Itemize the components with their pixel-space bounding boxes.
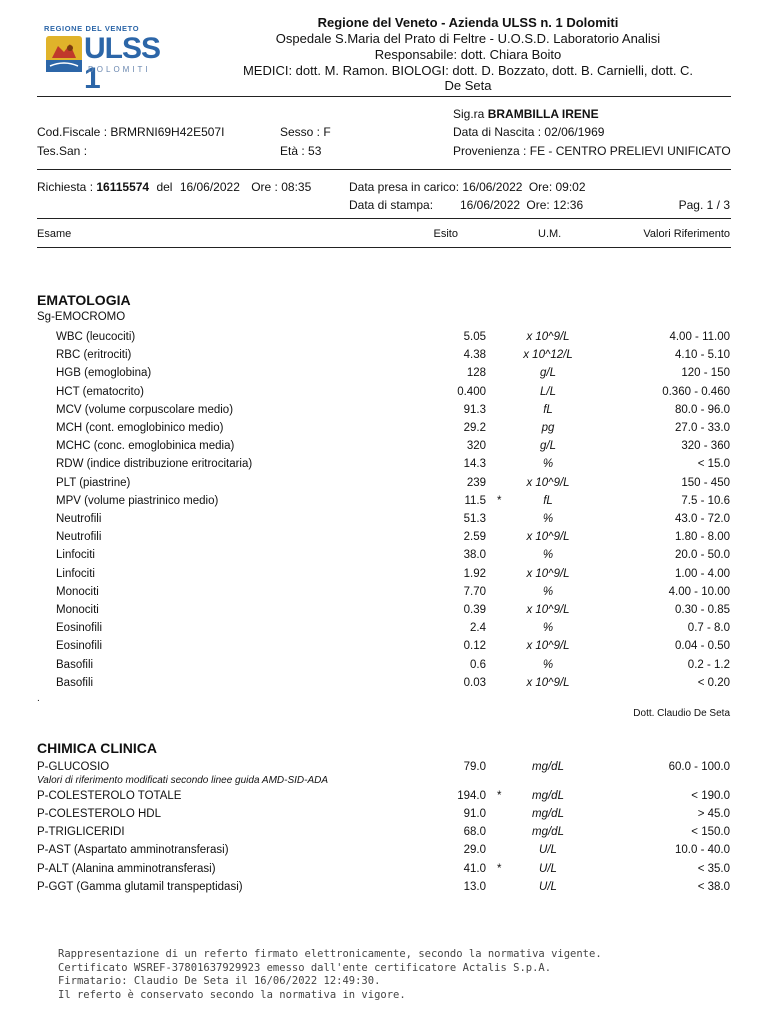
table-row [0, 495, 768, 513]
footer-line-4: Il referto è conservato secondo la normativa in vigore. [58, 988, 406, 1001]
del-label: del [156, 180, 173, 194]
table-row [0, 386, 768, 404]
header-responsabile: Responsabile: dott. Chiara Boito [374, 47, 562, 62]
exam-reference: 0.2 - 1.2 [687, 658, 730, 671]
sesso [280, 125, 331, 139]
table-row [0, 659, 768, 677]
stampa-ore-label: Ore: [526, 198, 550, 212]
exam-reference: 1.80 - 8.00 [675, 531, 730, 544]
exam-result: 0.400 [457, 385, 486, 398]
exam-unit: pg [541, 422, 555, 434]
section-ematologia: EMATOLOGIA [37, 292, 131, 308]
table-row [0, 863, 768, 881]
exam-reference: 120 - 150 [681, 367, 730, 380]
ulss-logo [44, 24, 161, 95]
exam-unit: x 10^9/L [526, 331, 570, 343]
table-row [0, 549, 768, 567]
page-number: Pag. 1 / 3 [678, 198, 730, 212]
exam-name: Basofili [56, 658, 94, 671]
col-esame: Esame [37, 228, 72, 240]
exam-name: Neutrofili [56, 531, 102, 544]
patient-divider [37, 169, 731, 170]
section-chimica-clinica: CHIMICA CLINICA [37, 740, 158, 756]
table-row [0, 586, 768, 604]
columns-divider [37, 247, 731, 248]
exam-result: 79.0 [463, 761, 486, 773]
exam-reference: 0.360 - 0.460 [662, 385, 730, 398]
exam-unit: x 10^9/L [526, 567, 570, 580]
exam-result: 7.70 [463, 585, 486, 598]
exam-name: P-AST (Aspartato amminotransferasi) [37, 844, 229, 856]
exam-name: MPV (volume piastrinico medio) [56, 494, 219, 507]
exam-name: Monociti [56, 585, 99, 598]
exam-name: Eosinofili [56, 640, 103, 653]
exam-reference: 0.30 - 0.85 [675, 604, 730, 616]
exam-result: 4.38 [463, 349, 486, 362]
exam-reference: < 35.0 [697, 863, 730, 875]
exam-name: HGB (emoglobina) [56, 367, 152, 380]
exam-unit: % [542, 549, 554, 562]
richiesta-ore: 08:35 [281, 180, 312, 194]
exam-result: 0.03 [463, 676, 486, 689]
logo-dolomiti-text: DOLOMITI [88, 65, 151, 74]
eta [280, 144, 321, 158]
exam-result: 320 [466, 440, 486, 453]
footer-line-1: Rappresentazione di un referto firmato elettronicamente, secondo la normativa vigente. [58, 948, 602, 960]
data-nascita [453, 125, 604, 139]
exam-result: 2.59 [463, 531, 486, 544]
exam-reference: 320 - 360 [681, 440, 730, 453]
exam-reference: 150 - 450 [681, 476, 730, 489]
exam-reference: 80.0 - 96.0 [675, 403, 730, 416]
exam-unit: x 10^9/L [526, 676, 570, 689]
exam-result: 0.6 [470, 658, 486, 671]
exam-name: P-ALT (Alanina amminotransferasi) [37, 863, 216, 875]
exam-result: 0.12 [463, 640, 486, 653]
patient-name [453, 107, 599, 121]
richiesta-date: 16/06/2022 [179, 180, 240, 194]
exam-reference: 7.5 - 10.6 [681, 494, 730, 507]
exam-result: 51.3 [463, 513, 486, 525]
exam-result: 239 [466, 476, 486, 489]
table-row [0, 531, 768, 549]
presa-ore-label: Ore: [528, 180, 553, 194]
exam-result: 1.92 [463, 567, 486, 580]
table-row [0, 790, 768, 808]
richiesta-label: Richiesta : [37, 180, 94, 194]
separator-dot: . [37, 693, 40, 704]
sesso-label: Sesso : [280, 125, 321, 139]
exam-unit: U/L [539, 844, 557, 856]
header-title: Regione del Veneto - Azienda ULSS n. 1 Dolomiti [317, 15, 619, 30]
table-row [0, 677, 768, 695]
eta-value: 53 [308, 144, 322, 158]
exam-name: Monociti [56, 604, 99, 616]
exam-unit: g/L [540, 440, 556, 453]
exam-reference: 0.04 - 0.50 [675, 640, 730, 653]
exam-name: Basofili [56, 676, 94, 689]
exam-name: P-GLUCOSIO [37, 761, 110, 773]
table-row [0, 604, 768, 622]
exam-reference: 10.0 - 40.0 [675, 844, 730, 856]
ore-label: Ore : [251, 180, 278, 194]
exam-reference: 27.0 - 33.0 [675, 422, 730, 434]
exam-reference: < 15.0 [697, 458, 730, 471]
exam-result: 11.5 [464, 494, 486, 507]
exam-result: 38.0 [463, 549, 486, 562]
exam-result: 29.0 [463, 844, 486, 856]
exam-result: 14.3 [463, 458, 486, 471]
exam-unit: U/L [539, 881, 557, 893]
nascita-value: 02/06/1969 [544, 125, 605, 139]
data-stampa-label: Data di stampa: [349, 198, 434, 212]
logo-ulss-text: ULSS 1 [84, 32, 161, 95]
exam-unit: mg/dL [532, 808, 564, 820]
table-row [0, 513, 768, 531]
exam-result: 0.39 [463, 604, 486, 616]
exam-name: MCHC (conc. emoglobinica media) [56, 440, 235, 453]
provenienza-value: FE - CENTRO PRELIEVI UNIFICATO [529, 144, 731, 158]
exam-unit: mg/dL [532, 761, 564, 773]
table-row [0, 844, 768, 862]
exam-reference: < 38.0 [697, 881, 730, 893]
exam-unit: x 10^9/L [526, 604, 570, 616]
col-esito: Esito [433, 228, 458, 240]
exam-reference: 60.0 - 100.0 [668, 761, 730, 773]
table-row [0, 404, 768, 422]
exam-unit: x 10^12/L [523, 349, 573, 362]
exam-reference: > 45.0 [697, 808, 730, 820]
table-row [0, 440, 768, 458]
exam-reference: 1.00 - 4.00 [675, 567, 730, 580]
cf-value: BRMRNI69H42E507I [110, 125, 225, 139]
exam-unit: % [542, 658, 554, 671]
table-row [0, 458, 768, 476]
exam-reference: < 150.0 [691, 826, 730, 838]
table-row [0, 826, 768, 844]
table-row [0, 640, 768, 658]
cf-label: Cod.Fiscale : [37, 125, 108, 139]
exam-name: P-COLESTEROLO TOTALE [37, 790, 182, 802]
table-row [0, 349, 768, 367]
patient-title: Sig.ra [453, 107, 485, 121]
footer-line-3: Firmatario: Claudio De Seta il 16/06/2022 12:49:30. [58, 975, 381, 987]
footer-line-2: Certificato WSREF-37801637929923 emesso dall'ente certificatore Actalis S.p.A. [58, 961, 552, 974]
richiesta [37, 180, 311, 194]
glucosio-note: Valori di riferimento modificati secondo linee guida AMD-SID-ADA [37, 775, 329, 786]
exam-name: RBC (eritrociti) [56, 349, 132, 362]
stampa-ore: 12:36 [553, 198, 584, 212]
exam-unit: x 10^9/L [526, 640, 570, 653]
exam-unit: x 10^9/L [526, 531, 570, 544]
header-medici: MEDICI: dott. M. Ramon. BIOLOGI: dott. D. Bozzato, dott. B. Carnielli, dott. C. De Seta [242, 63, 694, 93]
lion-emblem-icon [46, 36, 82, 72]
exam-reference: 20.0 - 50.0 [675, 549, 730, 562]
provenienza-label: Provenienza : [453, 144, 527, 158]
exam-name: P-TRIGLICERIDI [37, 826, 125, 838]
presa-date: 16/06/2022 [462, 180, 523, 194]
exam-unit: mg/dL [532, 790, 564, 802]
exam-name: P-COLESTEROLO HDL [37, 808, 161, 820]
header-hospital: Ospedale S.Maria del Prato di Feltre - U.O.S.D. Laboratorio Analisi [275, 31, 661, 46]
exam-unit: fL [543, 494, 553, 507]
exam-reference: < 0.20 [697, 676, 730, 689]
exam-name: RDW (indice distribuzione eritrocitaria) [56, 458, 253, 471]
exam-unit: U/L [539, 863, 557, 875]
exam-name: Linfociti [56, 567, 95, 580]
richiesta-number: 16115574 [96, 180, 150, 194]
logo-region-text: REGIONE DEL VENETO [44, 24, 140, 33]
exam-unit: % [542, 622, 554, 635]
exam-result: 2.4 [470, 622, 486, 635]
exam-name: MCH (cont. emoglobinico medio) [56, 422, 224, 434]
exam-name: Neutrofili [56, 513, 102, 525]
data-stampa [460, 198, 583, 212]
nascita-label: Data di Nascita : [453, 125, 542, 139]
exam-unit: % [542, 513, 554, 525]
stampa-date: 16/06/2022 [460, 198, 521, 212]
footer-disclaimer [58, 948, 602, 1002]
table-row [0, 568, 768, 586]
exam-reference: 4.00 - 10.00 [668, 585, 730, 598]
exam-result: 128 [466, 367, 486, 380]
exam-reference: < 190.0 [691, 790, 730, 802]
abnormal-flag: * [497, 790, 502, 802]
col-ref: Valori Riferimento [643, 228, 730, 240]
table-row [0, 422, 768, 440]
exam-name: MCV (volume corpuscolare medio) [56, 403, 234, 416]
patient-name-value: BRAMBILLA IRENE [487, 107, 599, 121]
table-row [0, 477, 768, 495]
exam-unit: mg/dL [532, 826, 564, 838]
exam-reference: 43.0 - 72.0 [675, 513, 730, 525]
table-row [0, 808, 768, 826]
exam-name: Eosinofili [56, 622, 103, 635]
exam-name: P-GGT (Gamma glutamil transpeptidasi) [37, 881, 243, 893]
exam-unit: % [542, 585, 554, 598]
table-row [0, 331, 768, 349]
request-divider [37, 218, 731, 219]
exam-unit: % [542, 458, 554, 471]
exam-result: 68.0 [463, 826, 486, 838]
eta-label: Età : [280, 144, 305, 158]
presa-label: Data presa in carico: [349, 180, 460, 194]
codice-fiscale [37, 125, 224, 139]
exam-result: 13.0 [463, 881, 486, 893]
signature: Dott. Claudio De Seta [633, 708, 730, 719]
exam-result: 91.3 [463, 403, 486, 416]
exam-reference: 4.00 - 11.00 [669, 331, 730, 343]
exam-result: 91.0 [463, 808, 486, 820]
exam-result: 41.0 [463, 863, 486, 875]
abnormal-flag: * [497, 494, 502, 507]
header-divider [37, 96, 731, 97]
abnormal-flag: * [497, 863, 502, 875]
exam-unit: fL [543, 403, 553, 416]
exam-unit: L/L [540, 385, 556, 398]
exam-reference: 4.10 - 5.10 [675, 349, 730, 362]
presa-ore: 09:02 [555, 180, 586, 194]
table-row [0, 622, 768, 640]
exam-name: WBC (leucociti) [56, 331, 136, 343]
exam-unit: x 10^9/L [526, 476, 570, 489]
table-row [0, 367, 768, 385]
group-emocromo: Sg-EMOCROMO [37, 311, 126, 323]
exam-result: 5.05 [463, 331, 486, 343]
exam-unit: g/L [540, 367, 556, 380]
exam-name: PLT (piastrine) [56, 476, 131, 489]
provenienza [453, 144, 731, 158]
tessera-sanitaria: Tes.San : [37, 144, 88, 158]
exam-name: Linfociti [56, 549, 95, 562]
sesso-value: F [323, 125, 331, 139]
exam-name: HCT (ematocrito) [56, 385, 144, 398]
exam-reference: 0.7 - 8.0 [687, 622, 730, 635]
exam-result: 194.0 [457, 790, 486, 802]
exam-result: 29.2 [463, 422, 486, 434]
table-row [0, 881, 768, 899]
data-presa-carico [349, 180, 586, 194]
col-um: U.M. [538, 228, 562, 240]
